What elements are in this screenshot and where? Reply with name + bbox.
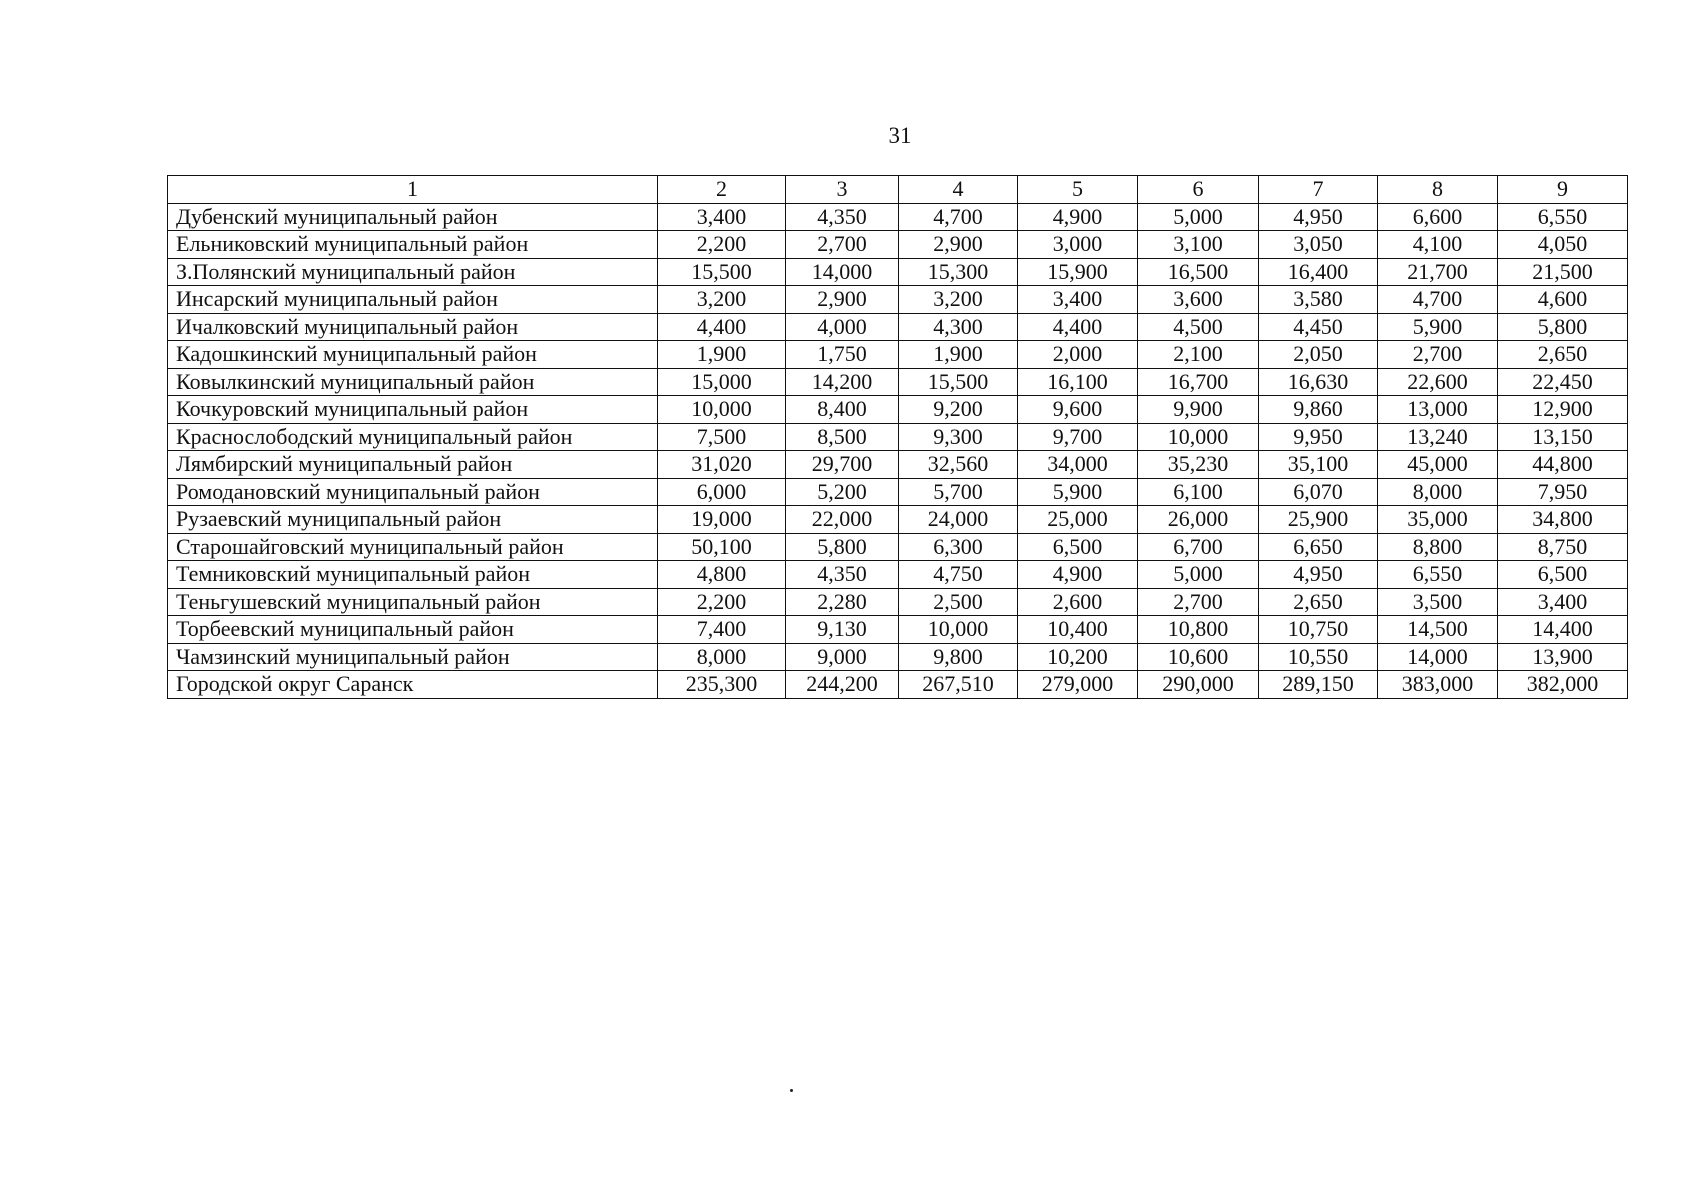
district-name-cell: З.Полянский муниципальный район xyxy=(168,258,658,286)
value-cell: 4,300 xyxy=(899,313,1018,341)
value-cell: 4,350 xyxy=(786,203,899,231)
value-cell: 15,900 xyxy=(1018,258,1138,286)
district-name-cell: Теньгушевский муниципальный район xyxy=(168,588,658,616)
value-cell: 9,300 xyxy=(899,423,1018,451)
value-cell: 44,800 xyxy=(1498,451,1628,479)
value-cell: 8,400 xyxy=(786,396,899,424)
value-cell: 14,000 xyxy=(1378,643,1498,671)
table-row xyxy=(168,368,1628,396)
table-row xyxy=(168,643,1628,671)
value-cell: 6,600 xyxy=(1378,203,1498,231)
value-cell: 4,900 xyxy=(1018,203,1138,231)
scan-speck xyxy=(790,1089,793,1092)
value-cell: 2,650 xyxy=(1259,588,1378,616)
district-name-cell: Кадошкинский муниципальный район xyxy=(168,341,658,369)
value-cell: 16,630 xyxy=(1259,368,1378,396)
value-cell: 2,900 xyxy=(899,231,1018,259)
value-cell: 235,300 xyxy=(658,671,786,699)
value-cell: 2,000 xyxy=(1018,341,1138,369)
value-cell: 14,500 xyxy=(1378,616,1498,644)
value-cell: 4,100 xyxy=(1378,231,1498,259)
value-cell: 5,000 xyxy=(1138,561,1259,589)
district-name-cell: Ичалковский муниципальный район xyxy=(168,313,658,341)
value-cell: 15,300 xyxy=(899,258,1018,286)
value-cell: 35,100 xyxy=(1259,451,1378,479)
value-cell: 4,950 xyxy=(1259,203,1378,231)
district-name-cell: Краснослободский муниципальный район xyxy=(168,423,658,451)
column-number-header: 8 xyxy=(1378,176,1498,204)
value-cell: 10,750 xyxy=(1259,616,1378,644)
value-cell: 10,000 xyxy=(1138,423,1259,451)
value-cell: 8,000 xyxy=(658,643,786,671)
value-cell: 15,500 xyxy=(658,258,786,286)
table-row xyxy=(168,258,1628,286)
value-cell: 3,200 xyxy=(899,286,1018,314)
value-cell: 35,000 xyxy=(1378,506,1498,534)
value-cell: 4,000 xyxy=(786,313,899,341)
data-table xyxy=(167,175,1628,699)
table-row xyxy=(168,506,1628,534)
value-cell: 382,000 xyxy=(1498,671,1628,699)
district-name-cell: Торбеевский муниципальный район xyxy=(168,616,658,644)
column-number-header: 7 xyxy=(1259,176,1378,204)
value-cell: 8,000 xyxy=(1378,478,1498,506)
value-cell: 29,700 xyxy=(786,451,899,479)
value-cell: 35,230 xyxy=(1138,451,1259,479)
table-row xyxy=(168,616,1628,644)
district-name-cell: Ельниковский муниципальный район xyxy=(168,231,658,259)
value-cell: 9,950 xyxy=(1259,423,1378,451)
value-cell: 1,750 xyxy=(786,341,899,369)
value-cell: 19,000 xyxy=(658,506,786,534)
value-cell: 14,400 xyxy=(1498,616,1628,644)
value-cell: 5,900 xyxy=(1018,478,1138,506)
value-cell: 3,100 xyxy=(1138,231,1259,259)
column-number-header: 3 xyxy=(786,176,899,204)
value-cell: 16,100 xyxy=(1018,368,1138,396)
value-cell: 4,800 xyxy=(658,561,786,589)
value-cell: 34,000 xyxy=(1018,451,1138,479)
value-cell: 3,600 xyxy=(1138,286,1259,314)
value-cell: 10,000 xyxy=(658,396,786,424)
value-cell: 289,150 xyxy=(1259,671,1378,699)
value-cell: 290,000 xyxy=(1138,671,1259,699)
value-cell: 9,130 xyxy=(786,616,899,644)
value-cell: 9,800 xyxy=(899,643,1018,671)
value-cell: 5,200 xyxy=(786,478,899,506)
value-cell: 4,350 xyxy=(786,561,899,589)
value-cell: 9,900 xyxy=(1138,396,1259,424)
value-cell: 16,500 xyxy=(1138,258,1259,286)
value-cell: 13,240 xyxy=(1378,423,1498,451)
value-cell: 24,000 xyxy=(899,506,1018,534)
value-cell: 26,000 xyxy=(1138,506,1259,534)
value-cell: 9,860 xyxy=(1259,396,1378,424)
value-cell: 2,500 xyxy=(899,588,1018,616)
table-row xyxy=(168,478,1628,506)
value-cell: 2,050 xyxy=(1259,341,1378,369)
value-cell: 45,000 xyxy=(1378,451,1498,479)
table-row xyxy=(168,286,1628,314)
value-cell: 9,000 xyxy=(786,643,899,671)
value-cell: 2,100 xyxy=(1138,341,1259,369)
value-cell: 32,560 xyxy=(899,451,1018,479)
value-cell: 6,300 xyxy=(899,533,1018,561)
table-row xyxy=(168,231,1628,259)
value-cell: 5,900 xyxy=(1378,313,1498,341)
value-cell: 4,600 xyxy=(1498,286,1628,314)
value-cell: 4,900 xyxy=(1018,561,1138,589)
value-cell: 4,750 xyxy=(899,561,1018,589)
value-cell: 22,000 xyxy=(786,506,899,534)
value-cell: 4,500 xyxy=(1138,313,1259,341)
value-cell: 6,550 xyxy=(1498,203,1628,231)
value-cell: 3,580 xyxy=(1259,286,1378,314)
value-cell: 3,000 xyxy=(1018,231,1138,259)
column-number-header: 4 xyxy=(899,176,1018,204)
value-cell: 22,450 xyxy=(1498,368,1628,396)
column-number-header: 1 xyxy=(168,176,658,204)
column-number-header: 2 xyxy=(658,176,786,204)
value-cell: 4,050 xyxy=(1498,231,1628,259)
district-name-cell: Кочкуровский муниципальный район xyxy=(168,396,658,424)
value-cell: 10,550 xyxy=(1259,643,1378,671)
value-cell: 16,700 xyxy=(1138,368,1259,396)
value-cell: 3,200 xyxy=(658,286,786,314)
value-cell: 10,200 xyxy=(1018,643,1138,671)
value-cell: 4,700 xyxy=(899,203,1018,231)
value-cell: 2,700 xyxy=(1138,588,1259,616)
value-cell: 4,700 xyxy=(1378,286,1498,314)
table-row xyxy=(168,671,1628,699)
value-cell: 10,800 xyxy=(1138,616,1259,644)
district-name-cell: Инсарский муниципальный район xyxy=(168,286,658,314)
value-cell: 22,600 xyxy=(1378,368,1498,396)
district-name-cell: Городской округ Саранск xyxy=(168,671,658,699)
value-cell: 1,900 xyxy=(899,341,1018,369)
value-cell: 2,700 xyxy=(786,231,899,259)
value-cell: 1,900 xyxy=(658,341,786,369)
value-cell: 2,900 xyxy=(786,286,899,314)
district-name-cell: Лямбирский муниципальный район xyxy=(168,451,658,479)
page-number: 31 xyxy=(888,123,912,148)
value-cell: 2,200 xyxy=(658,231,786,259)
value-cell: 16,400 xyxy=(1259,258,1378,286)
table-row xyxy=(168,533,1628,561)
value-cell: 3,500 xyxy=(1378,588,1498,616)
value-cell: 3,400 xyxy=(658,203,786,231)
value-cell: 5,700 xyxy=(899,478,1018,506)
table-row xyxy=(168,313,1628,341)
value-cell: 3,400 xyxy=(1018,286,1138,314)
value-cell: 6,700 xyxy=(1138,533,1259,561)
value-cell: 10,400 xyxy=(1018,616,1138,644)
value-cell: 6,100 xyxy=(1138,478,1259,506)
value-cell: 6,500 xyxy=(1498,561,1628,589)
value-cell: 6,550 xyxy=(1378,561,1498,589)
value-cell: 6,500 xyxy=(1018,533,1138,561)
value-cell: 7,500 xyxy=(658,423,786,451)
value-cell: 5,000 xyxy=(1138,203,1259,231)
value-cell: 3,050 xyxy=(1259,231,1378,259)
value-cell: 25,900 xyxy=(1259,506,1378,534)
district-name-cell: Дубенский муниципальный район xyxy=(168,203,658,231)
value-cell: 9,700 xyxy=(1018,423,1138,451)
value-cell: 2,650 xyxy=(1498,341,1628,369)
value-cell: 21,500 xyxy=(1498,258,1628,286)
value-cell: 6,070 xyxy=(1259,478,1378,506)
value-cell: 4,400 xyxy=(658,313,786,341)
value-cell: 10,600 xyxy=(1138,643,1259,671)
value-cell: 50,100 xyxy=(658,533,786,561)
table-row xyxy=(168,203,1628,231)
district-name-cell: Старошайговский муниципальный район xyxy=(168,533,658,561)
value-cell: 2,600 xyxy=(1018,588,1138,616)
value-cell: 8,500 xyxy=(786,423,899,451)
value-cell: 9,200 xyxy=(899,396,1018,424)
value-cell: 2,280 xyxy=(786,588,899,616)
value-cell: 34,800 xyxy=(1498,506,1628,534)
table-row xyxy=(168,396,1628,424)
district-name-cell: Темниковский муниципальный район xyxy=(168,561,658,589)
value-cell: 7,400 xyxy=(658,616,786,644)
table-row xyxy=(168,423,1628,451)
value-cell: 13,150 xyxy=(1498,423,1628,451)
district-name-cell: Рузаевский муниципальный район xyxy=(168,506,658,534)
value-cell: 9,600 xyxy=(1018,396,1138,424)
value-cell: 8,800 xyxy=(1378,533,1498,561)
value-cell: 15,000 xyxy=(658,368,786,396)
value-cell: 3,400 xyxy=(1498,588,1628,616)
value-cell: 10,000 xyxy=(899,616,1018,644)
district-name-cell: Ковылкинский муниципальный район xyxy=(168,368,658,396)
table-row xyxy=(168,451,1628,479)
value-cell: 13,000 xyxy=(1378,396,1498,424)
value-cell: 2,700 xyxy=(1378,341,1498,369)
value-cell: 21,700 xyxy=(1378,258,1498,286)
value-cell: 383,000 xyxy=(1378,671,1498,699)
value-cell: 14,000 xyxy=(786,258,899,286)
value-cell: 4,450 xyxy=(1259,313,1378,341)
value-cell: 15,500 xyxy=(899,368,1018,396)
value-cell: 244,200 xyxy=(786,671,899,699)
value-cell: 31,020 xyxy=(658,451,786,479)
column-number-header: 5 xyxy=(1018,176,1138,204)
column-number-header: 9 xyxy=(1498,176,1628,204)
value-cell: 14,200 xyxy=(786,368,899,396)
value-cell: 4,950 xyxy=(1259,561,1378,589)
column-number-header: 6 xyxy=(1138,176,1259,204)
table-row xyxy=(168,588,1628,616)
value-cell: 5,800 xyxy=(786,533,899,561)
table-header-row xyxy=(168,176,1628,204)
value-cell: 25,000 xyxy=(1018,506,1138,534)
value-cell: 267,510 xyxy=(899,671,1018,699)
value-cell: 13,900 xyxy=(1498,643,1628,671)
table-row xyxy=(168,561,1628,589)
value-cell: 2,200 xyxy=(658,588,786,616)
value-cell: 4,400 xyxy=(1018,313,1138,341)
value-cell: 12,900 xyxy=(1498,396,1628,424)
value-cell: 7,950 xyxy=(1498,478,1628,506)
value-cell: 6,000 xyxy=(658,478,786,506)
value-cell: 5,800 xyxy=(1498,313,1628,341)
value-cell: 279,000 xyxy=(1018,671,1138,699)
value-cell: 8,750 xyxy=(1498,533,1628,561)
table-body xyxy=(168,176,1628,699)
district-name-cell: Ромодановский муниципальный район xyxy=(168,478,658,506)
value-cell: 6,650 xyxy=(1259,533,1378,561)
table-row xyxy=(168,341,1628,369)
district-name-cell: Чамзинский муниципальный район xyxy=(168,643,658,671)
